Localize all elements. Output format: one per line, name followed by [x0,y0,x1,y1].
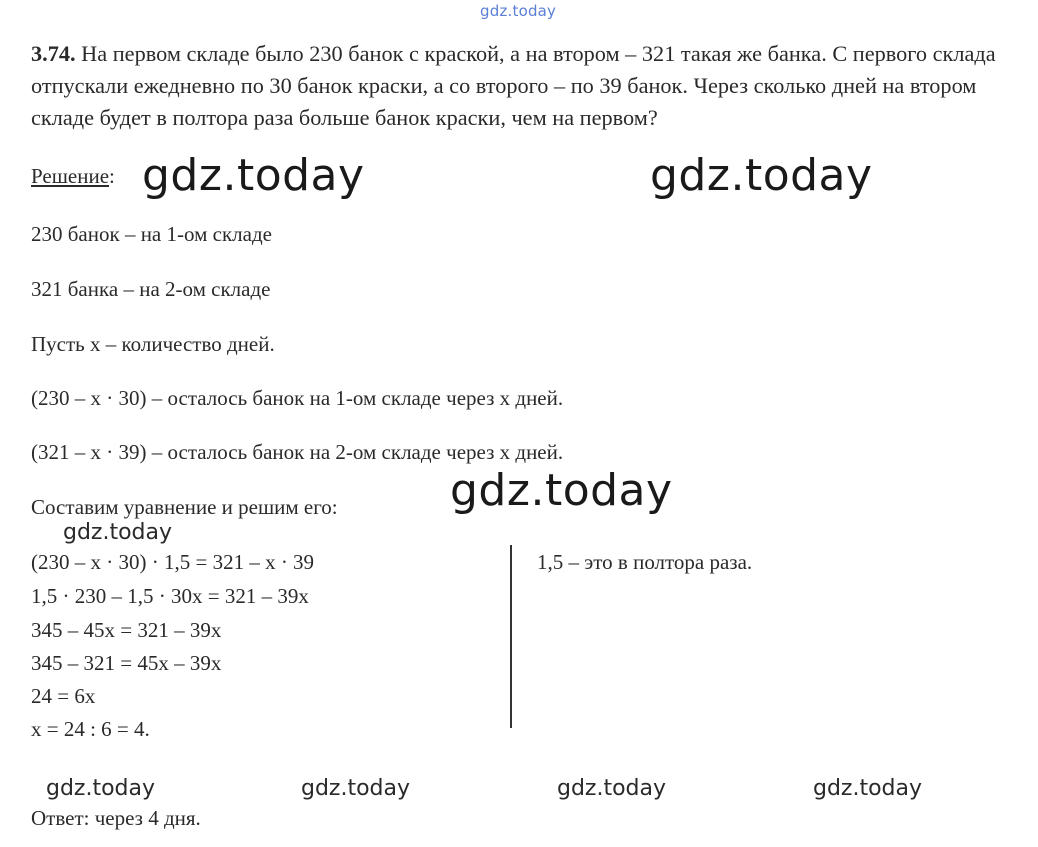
solution-line: 230 банок – на 1-ом складе [31,222,272,246]
solution-line: Составим уравнение и решим его: [31,495,338,519]
watermark-big-3: gdz.today [450,465,673,516]
problem-statement [31,38,1026,134]
watermark-bottom-4: gdz.today [813,776,923,801]
equation-line: 345 – 321 = 45х – 39х [31,651,222,675]
watermark-big-2: gdz.today [650,150,873,201]
solution-line: 321 банка – на 2-ом складе [31,277,271,301]
watermark-bottom-2: gdz.today [301,776,411,801]
top-watermark: gdz.today [480,2,557,20]
vertical-divider [510,545,512,728]
answer-line: Ответ: через 4 дня. [31,806,201,830]
watermark-bottom-3: gdz.today [557,776,667,801]
equation-line: 24 = 6х [31,684,96,708]
solution-label-colon: : [109,164,115,188]
problem-number: 3.74. [31,41,76,66]
side-note: 1,5 – это в полтора раза. [537,550,753,574]
equation-line: 1,5 · 230 – 1,5 · 30х = 321 – 39х [31,584,309,608]
watermark-small-mid: gdz.today [63,520,173,545]
problem-text: На первом складе было 230 банок с краской, а на втором – 321 такая же банка. С первого склада отпускали ежедневно по 30 банок краски, а со второго – по 39 банок. Через сколько дней на втором складе будет в полтора раза больше банок краски, чем на первом? [31,41,996,130]
solution-label-text: Решение [31,164,110,188]
watermark-big-1: gdz.today [142,150,365,201]
watermark-bottom-1: gdz.today [46,776,156,801]
equation-line: 345 – 45х = 321 – 39х [31,618,222,642]
equation-line: х = 24 : 6 = 4. [31,717,150,741]
equation-line: (230 – х · 30) · 1,5 = 321 – х · 39 [31,550,315,574]
solution-line: (321 – х · 39) – осталось банок на 2-ом складе через х дней. [31,440,564,464]
solution-line: (230 – х · 30) – осталось банок на 1-ом складе через х дней. [31,386,564,410]
solution-line: Пусть х – количество дней. [31,332,275,356]
solution-label [31,164,115,189]
